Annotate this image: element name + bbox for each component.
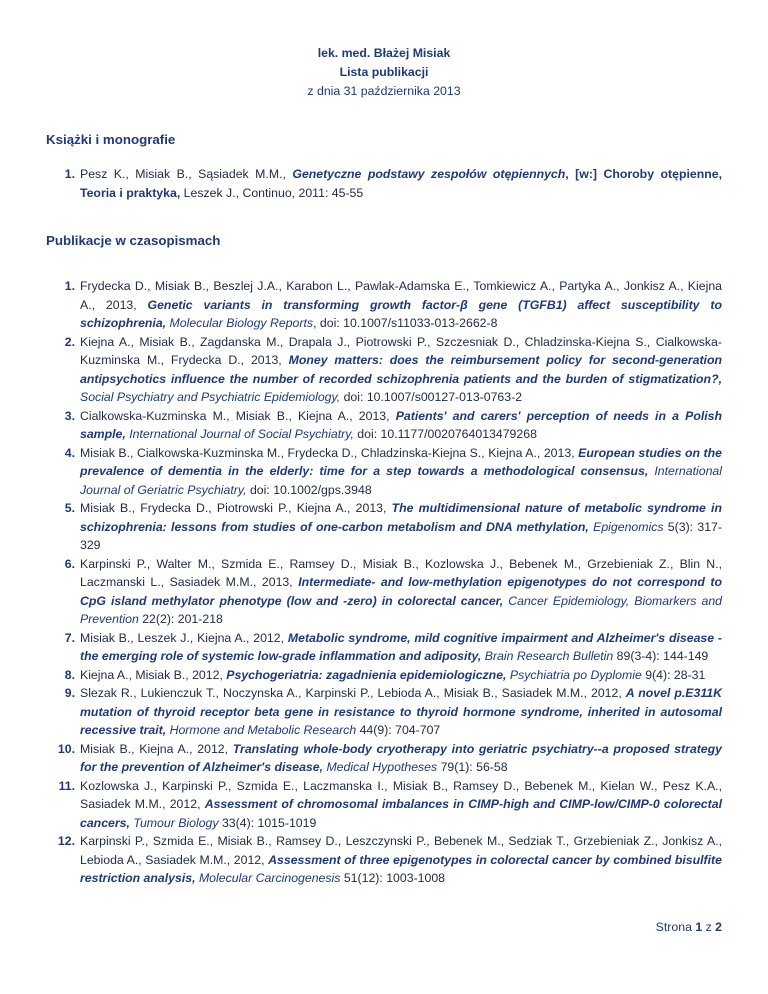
list-item [46, 629, 722, 666]
item-details: , doi: 10.1007/s11033-013-2662-8 [313, 316, 498, 330]
item-text [80, 684, 722, 740]
item-text [80, 740, 722, 777]
item-authors: Slezak R., Lukienczuk T., Noczynska A., Karpinski P., Lebioda A., Misiak B., Sasiadek M.M., 2012, [80, 686, 622, 700]
item-title: Assessment of three epigenotypes in colorectal cancer by combined bisulfite restriction analysis, [80, 852, 722, 885]
item-journal: International Journal of Social Psychiatry, [129, 427, 354, 441]
item-authors: Karpinski P., Walter M., Szmida E., Ramsey D., Misiak B., Kozlowska J., Bebenek M., Grzebieniak Z., Blin N., Laczmanski L., Sasiadek M.M., 2013, [80, 556, 722, 589]
item-authors: Pesz K., Misiak B., Sąsiadek M.M., [80, 167, 286, 181]
item-number: 11. [58, 778, 75, 793]
item-number: 2. [64, 334, 75, 349]
list-item [46, 165, 722, 202]
item-text [80, 444, 722, 500]
item-journal: Brain Research Bulletin [484, 649, 614, 663]
item-number: 5. [64, 501, 75, 515]
item-title: Psychogeriatria: zagadnienia epidemiologiczne, [226, 667, 507, 682]
item-text [80, 666, 722, 685]
item-authors: Kiejna A., Misiak B., Zagdanska M., Drapala J., Piotrowski P., Szczesniak D., Chladzinska-Kiejna S., Cialkowska-Kuzminska M., Frydecka D., 2013, [80, 334, 722, 367]
item-number: 8. [64, 667, 75, 682]
list-item [46, 499, 722, 555]
item-title: A novel p.E311K mutation of thyroid receptor beta gene in resistance to thyroid hormone syndrome, inherited in autosomal recessive trait, [80, 686, 722, 737]
list-item [46, 555, 722, 629]
list-item [46, 277, 722, 333]
item-details: doi: 10.1007/s00127-013-0763-2 [340, 390, 523, 404]
item-text [80, 555, 722, 629]
item-authors: Kiejna A., Misiak B., 2012, [80, 667, 223, 682]
item-details: 33(4): 1015-1019 [218, 815, 317, 830]
footer-separator: z [702, 920, 716, 934]
item-text [80, 629, 722, 666]
item-details: doi: 10.1002/gps.3948 [246, 482, 372, 497]
item-authors: Misiak B., Cialkowska-Kuzminska M., Frydecka D., Chladzinska-Kiejna S., Kiejna A., 2013, [80, 445, 575, 460]
item-text [80, 277, 722, 333]
item-journal: Social Psychiatry and Psychiatric Epidemiology, [80, 390, 341, 404]
list-item [46, 333, 722, 407]
list-item [46, 666, 722, 685]
item-text [80, 165, 722, 202]
item-number: 1. [64, 279, 75, 293]
item-details: 22(2): 201-218 [138, 612, 223, 626]
item-text [80, 407, 722, 444]
item-details: 51(12): 1003-1008 [340, 871, 446, 885]
item-text [80, 777, 722, 833]
list-item [46, 832, 722, 888]
item-number: 9. [64, 686, 75, 700]
page-footer [656, 918, 722, 937]
journal-publications-list [46, 277, 722, 888]
item-text [80, 499, 722, 555]
section-heading-books: Książki i monografie [46, 132, 176, 147]
item-title: Translating whole-body cryotherapy into geriatric psychiatry--a proposed strategy for the prevention of Alzheimer's disease, [80, 741, 722, 774]
item-number: 12. [57, 834, 75, 848]
item-journal: Hormone and Metabolic Research [169, 723, 357, 737]
author-name: lek. med. Błażej Misiak [317, 46, 451, 60]
books-list [46, 165, 722, 202]
item-details: 5(3): 317-329 [80, 519, 722, 552]
document-date: z dnia 31 października 2013 [307, 84, 461, 98]
item-title: The multidimensional nature of metabolic syndrome in schizophrenia: lessons from studies of one-carbon metabolism and DNA methylation, [80, 501, 722, 534]
item-authors: Kozlowska J., Karpinski P., Szmida E., Laczmanska I., Misiak B., Ramsey D., Bebenek M., Kielan W., Pesz K.A., Sasiadek M.M., 2012, [80, 778, 722, 811]
list-item [46, 684, 722, 740]
item-journal: Epigenomics [593, 519, 664, 534]
item-title: European studies on the prevalence of dementia in the elderly: time for a step towards a methodological consensus, [80, 445, 723, 478]
list-item [46, 777, 722, 833]
list-item [46, 444, 722, 500]
item-authors: Frydecka D., Misiak B., Beszlej J.A., Karabon L., Pawlak-Adamska E., Tomkiewicz A., Partyka A., Jonkisz A., Kiejna A., 2013, [80, 279, 722, 312]
item-journal: International Journal of Geriatric Psychiatry, [80, 464, 722, 497]
item-details: 9(4): 28-31 [641, 667, 706, 682]
item-title: Metabolic syndrome, mild cognitive impairment and Alzheimer's disease - the emerging role of systemic low-grade inflammation and adiposity, [80, 630, 723, 663]
item-text [80, 333, 722, 407]
item-details: 79(1): 56-58 [437, 760, 508, 774]
item-journal: Molecular Biology Reports [169, 316, 314, 330]
footer-prefix: Strona [655, 920, 696, 934]
item-number: 7. [64, 630, 75, 645]
list-item [46, 740, 722, 777]
item-number: 1. [64, 167, 75, 181]
item-journal: Cancer Epidemiology, Biomarkers and Prevention [80, 593, 723, 626]
item-title: Genetic variants in transforming growth factor-β gene (TGFB1) affect susceptibility to schizophrenia, [80, 297, 722, 330]
item-number: 3. [64, 408, 75, 423]
item-title: Intermediate- and low-methylation epigenotypes do not correspond to CpG island methylator phenotype (low and -zero) in colorectal cancer, [80, 575, 722, 608]
item-number: 6. [64, 556, 75, 571]
section-heading-journals: Publikacje w czasopismach [46, 233, 221, 248]
item-in-label: , [w:] Choroby otępienne, Teoria i praktyka, [80, 167, 722, 200]
item-number: 4. [64, 445, 75, 460]
item-title: Assessment of chromosomal imbalances in CIMP-high and CIMP-low/CIMP-0 colorectal cancers, [80, 797, 722, 830]
item-details: 44(9): 704-707 [356, 723, 441, 737]
item-authors: Misiak B., Kiejna A., 2012, [80, 741, 229, 756]
list-item [46, 407, 722, 444]
item-publisher: Leszek J., Continuo, 2011: 45-55 [180, 185, 364, 200]
document-header [0, 44, 768, 101]
item-authors: Misiak B., Frydecka D., Piotrowski P., Kiejna A., 2013, [80, 501, 387, 515]
footer-page-total: 2 [715, 920, 722, 934]
item-journal: Psychiatria po Dyplomie [509, 667, 642, 682]
item-number: 10. [57, 741, 75, 756]
item-authors: Karpinski P., Szmida E., Misiak B., Ramsey D., Leszczynski P., Bebenek M., Sedziak T., Grzebieniak Z., Jonkisz A., Lebioda A., Sasiadek M.M., 2012, [80, 834, 722, 867]
item-authors: Cialkowska-Kuzminska M., Misiak B., Kiejna A., 2013, [80, 408, 390, 423]
item-journal: Medical Hypotheses [326, 760, 438, 774]
item-title: Patients' and carers' perception of needs in a Polish sample, [80, 408, 723, 441]
item-details: doi: 10.1177/0020764013479268 [353, 427, 537, 441]
item-title: Money matters: does the reimbursement policy for second-generation antipsychotics influence the number of recorded schizophrenia patients and the burden of stigmatization?, [80, 353, 722, 386]
item-details: 89(3-4): 144-149 [613, 649, 709, 663]
footer-page-number: 1 [695, 920, 703, 934]
item-text [80, 832, 722, 888]
item-authors: Misiak B., Leszek J., Kiejna A., 2012, [80, 630, 285, 645]
item-journal: Molecular Carcinogenesis [198, 871, 341, 885]
item-title: Genetyczne podstawy zespołów otępiennych [292, 167, 566, 181]
document-title: Lista publikacji [339, 65, 429, 79]
item-journal: Tumour Biology [133, 815, 219, 830]
